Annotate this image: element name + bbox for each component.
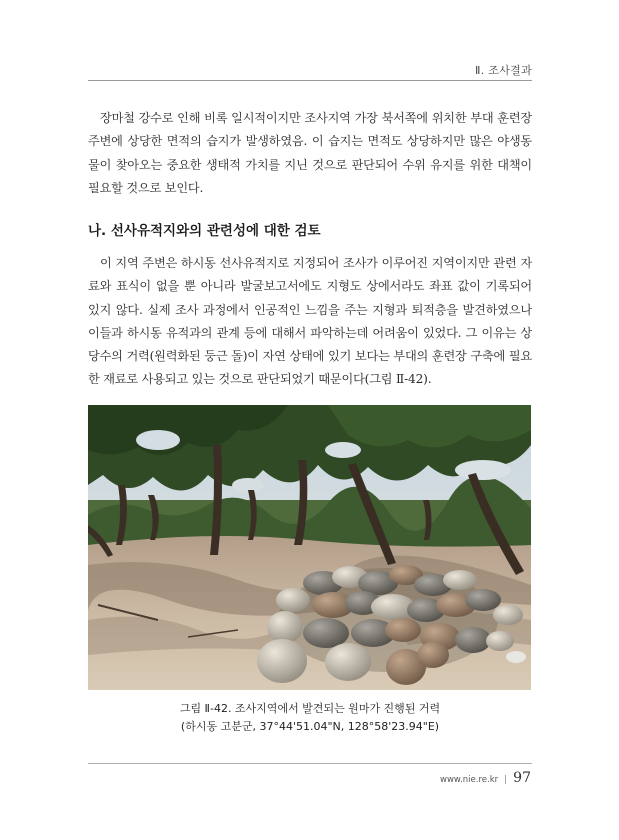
page-footer — [440, 770, 531, 786]
subheading: 나. 선사유적지와의 관련성에 대한 검토 — [88, 223, 321, 239]
figure-photo-boulders — [88, 405, 531, 690]
paragraph-wetland: 장마철 강수로 인해 비록 일시적이지만 조사지역 가장 북서쪽에 위치한 부대 훈련장 주변에 상당한 면적의 습지가 발생하였음. 이 습지는 면적도 상당하지만 많은 야생동물이 찾아오는 중요한 생태적 가치를 지닌 것으로 판단되어 수위 유지를 위한 대책이 필요할 것으로 보인다. — [88, 111, 532, 195]
page-number: 97 — [513, 770, 531, 786]
caption-title: 그림 Ⅱ-42. 조사지역에서 발견되는 원마가 진행된 거력 — [179, 702, 441, 715]
header-rule — [88, 80, 532, 81]
footer-url[interactable]: www.nie.re.kr — [440, 775, 499, 785]
footer-rule — [88, 763, 532, 764]
footer-separator: | — [504, 775, 508, 785]
paragraph-prehistoric-site: 이 지역 주변은 하시동 선사유적지로 지정되어 조사가 이루어진 지역이지만 관련 자료와 표식이 없을 뿐 아니라 발굴보고서에도 지형도 상에서라도 좌표 값이 기록되어 있지 않다. 실제 조사 과정에서 인공적인 느낌을 주는 지형과 퇴적층을 발견하였으나 이들과 하시동 유적과의 관계 등에 대해서 파악하는데 어려움이 있었다. 그 이유는 상당수의 거력(원력화된 둥근 돌)이 자연 상태에 있기 보다는 부대의 훈련장 구축에 필요한 재료로 사용되고 있는 것으로 판단되었기 때문이다(그림 Ⅱ-42). — [88, 256, 532, 387]
section-label: Ⅱ. 조사결과 — [474, 64, 532, 77]
figure-caption — [88, 700, 532, 736]
caption-location: (하시동 고분군, 37°44'51.04"N, 128°58'23.94"E) — [180, 720, 440, 733]
